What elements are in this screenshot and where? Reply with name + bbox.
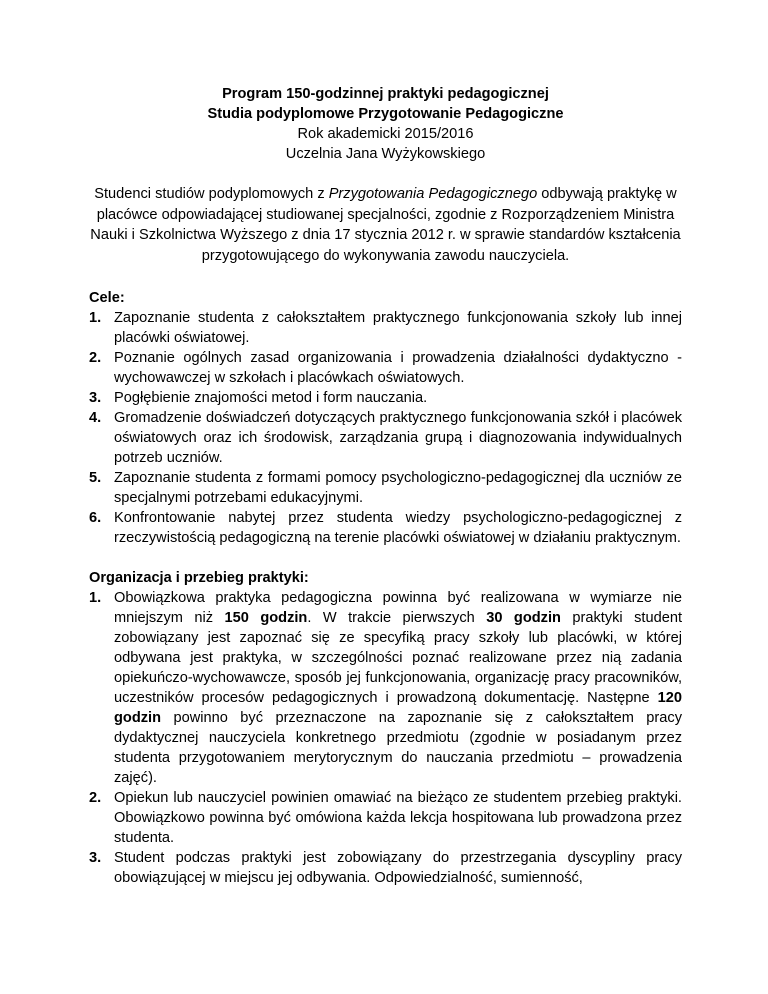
organization-item: [89, 848, 682, 888]
studies-title: Studia podyplomowe Przygotowanie Pedagogiczne: [207, 106, 564, 122]
goal-number: 3.: [89, 390, 102, 406]
organization-text-a: Obowiązkowa praktyka pedagogiczna powinna być realizowana w wymiarze nie mniejszym niż: [114, 590, 682, 626]
organization-text: Opiekun lub nauczyciel powinien omawiać na bieżąco ze studentem przebieg praktyki. Obowiązkowo powinna być omówiona każda lekcja hospitowana lub prowadzona przez studenta.: [114, 790, 682, 846]
goal-text: Zapoznanie studenta z całokształtem praktycznego funkcjonowania szkoły lub innej placówki oświatowej.: [114, 310, 682, 346]
organization-text-c: . W trakcie pierwszych: [307, 610, 487, 626]
goal-text: Zapoznanie studenta z formami pomocy psychologiczno-pedagogicznej dla uczniów ze specjalnymi potrzebami edukacyjnymi.: [114, 470, 682, 506]
goal-item: [89, 508, 682, 548]
goal-number: 2.: [89, 350, 102, 366]
goal-item: [89, 348, 682, 388]
organization-item: [89, 588, 682, 788]
goal-number: 1.: [89, 310, 102, 326]
organization-number: 3.: [89, 850, 102, 866]
goal-text: Konfrontowanie nabytej przez studenta wiedzy psychologiczno-pedagogicznej z rzeczywistością pedagogiczną na terenie placówki oświatowej w działaniu praktycznym.: [114, 510, 682, 546]
intro-text-start: Studenci studiów podyplomowych z: [94, 186, 329, 202]
intro-text-rest: odbywają praktykę w placówce odpowiadającej studiowanej specjalności, zgodnie z Rozporządzeniem Ministra Nauki i Szkolnictwa Wyższego z dnia 17 stycznia 2012 r. w sprawie standardów kształcenia przygotowującego do wykonywania zawodu nauczyciela.: [90, 186, 681, 264]
program-title: Program 150-godzinnej praktyki pedagogicznej: [222, 86, 549, 102]
intro-paragraph: [89, 184, 682, 266]
goals-list: [89, 308, 682, 548]
goal-item: [89, 388, 682, 408]
goal-text: Poznanie ogólnych zasad organizowania i prowadzenia działalności dydaktyczno - wychowawczej w szkołach i placówkach oświatowych.: [114, 350, 682, 386]
intro-italic: Przygotowania Pedagogicznego: [328, 186, 538, 202]
goal-item: [89, 408, 682, 468]
organization-item: [89, 788, 682, 848]
goal-number: 4.: [89, 410, 102, 426]
academic-year: Rok akademicki 2015/2016: [297, 126, 474, 142]
organization-text-d: praktyki student zobowiązany jest zapoznać się ze specyfiką pracy szkoły lub placówki, w której odbywana jest praktyka, w szczególności poznać realizowane przez nią zadania opiekuńczo-wychowawcze, sposób jej funkcjonowania, organizację pracy pracowników, uczestników procesów pedagogicznych i prowadzoną dokumentację. Następne: [114, 610, 683, 706]
organization-heading: Organizacja i przebieg praktyki:: [89, 570, 309, 586]
organization-list: [89, 588, 682, 888]
organization-number: 1.: [89, 590, 102, 606]
goal-number: 6.: [89, 510, 102, 526]
goals-section: [89, 288, 682, 548]
hours-first: 30 godzin: [486, 610, 561, 626]
document-header: [89, 84, 682, 164]
hours-next: 120 godzin: [114, 690, 682, 726]
hours-total: 150 godzin: [224, 610, 308, 626]
goal-item: [89, 308, 682, 348]
goal-text: Gromadzenie doświadczeń dotyczących praktycznego funkcjonowania szkół i placówek oświatowych oraz ich środowisk, zarządzania grupą i diagnozowania indywidualnych potrzeb uczniów.: [114, 410, 682, 466]
goals-heading: Cele:: [89, 290, 125, 306]
organization-number: 2.: [89, 790, 102, 806]
organization-text-e: powinno być przeznaczone na zapoznanie się z całokształtem pracy dydaktycznej nauczyciela konkretnego przedmiotu (zgodnie w posiadanym przez studenta przygotowaniem merytorycznym do nauczania przedmiotu – prowadzenia zajęć).: [114, 710, 682, 786]
university-name: Uczelnia Jana Wyżykowskiego: [285, 146, 486, 162]
goal-item: [89, 468, 682, 508]
document-page: [89, 84, 682, 888]
goal-number: 5.: [89, 470, 102, 486]
organization-text: Student podczas praktyki jest zobowiązany do przestrzegania dyscypliny pracy obowiązującej w miejscu jej odbywania. Odpowiedzialność, sumienność,: [114, 850, 682, 886]
goal-text: Pogłębienie znajomości metod i form nauczania.: [114, 390, 428, 406]
